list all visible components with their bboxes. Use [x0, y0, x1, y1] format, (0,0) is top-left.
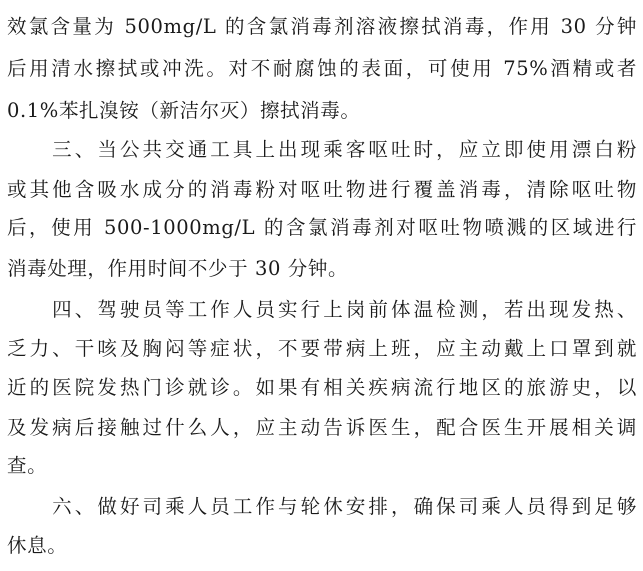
- text-line: 或其他含吸水成分的消毒粉对呕吐物进行覆盖消毒，清除呕吐物: [7, 178, 637, 201]
- text-line: 四、驾驶员等工作人员实行上岗前体温检测，若出现发热、: [7, 298, 637, 321]
- text-line: 后，使用 500-1000mg/L 的含氯消毒剂对呕吐物喷溅的区域进行: [7, 216, 637, 239]
- text-line: 三、当公共交通工具上出现乘客呕吐时，应立即使用漂白粉: [7, 138, 637, 161]
- text-line: 六、做好司乘人员工作与轮休安排，确保司乘人员得到足够: [7, 495, 637, 518]
- text-line: 查。: [7, 454, 48, 477]
- text-line: 近的医院发热门诊就诊。如果有相关疾病流行地区的旅游史，以: [7, 376, 637, 399]
- text-line: 乏力、干咳及胸闷等症状，不要带病上班，应主动戴上口罩到就: [7, 337, 637, 360]
- text-line: 效氯含量为 500mg/L 的含氯消毒剂溶液擦拭消毒，作用 30 分钟: [7, 15, 637, 38]
- text-line: 消毒处理，作用时间不少于 30 分钟。: [7, 257, 349, 280]
- text-line: 及发病后接触过什么人，应主动告诉医生，配合医生开展相关调: [7, 416, 637, 439]
- text-line: 0.1%苯扎溴铵（新洁尔灭）擦拭消毒。: [7, 99, 361, 122]
- text-line: 休息。: [7, 534, 68, 557]
- text-line: 后用清水擦拭或冲洗。对不耐腐蚀的表面，可使用 75%酒精或者: [7, 57, 637, 80]
